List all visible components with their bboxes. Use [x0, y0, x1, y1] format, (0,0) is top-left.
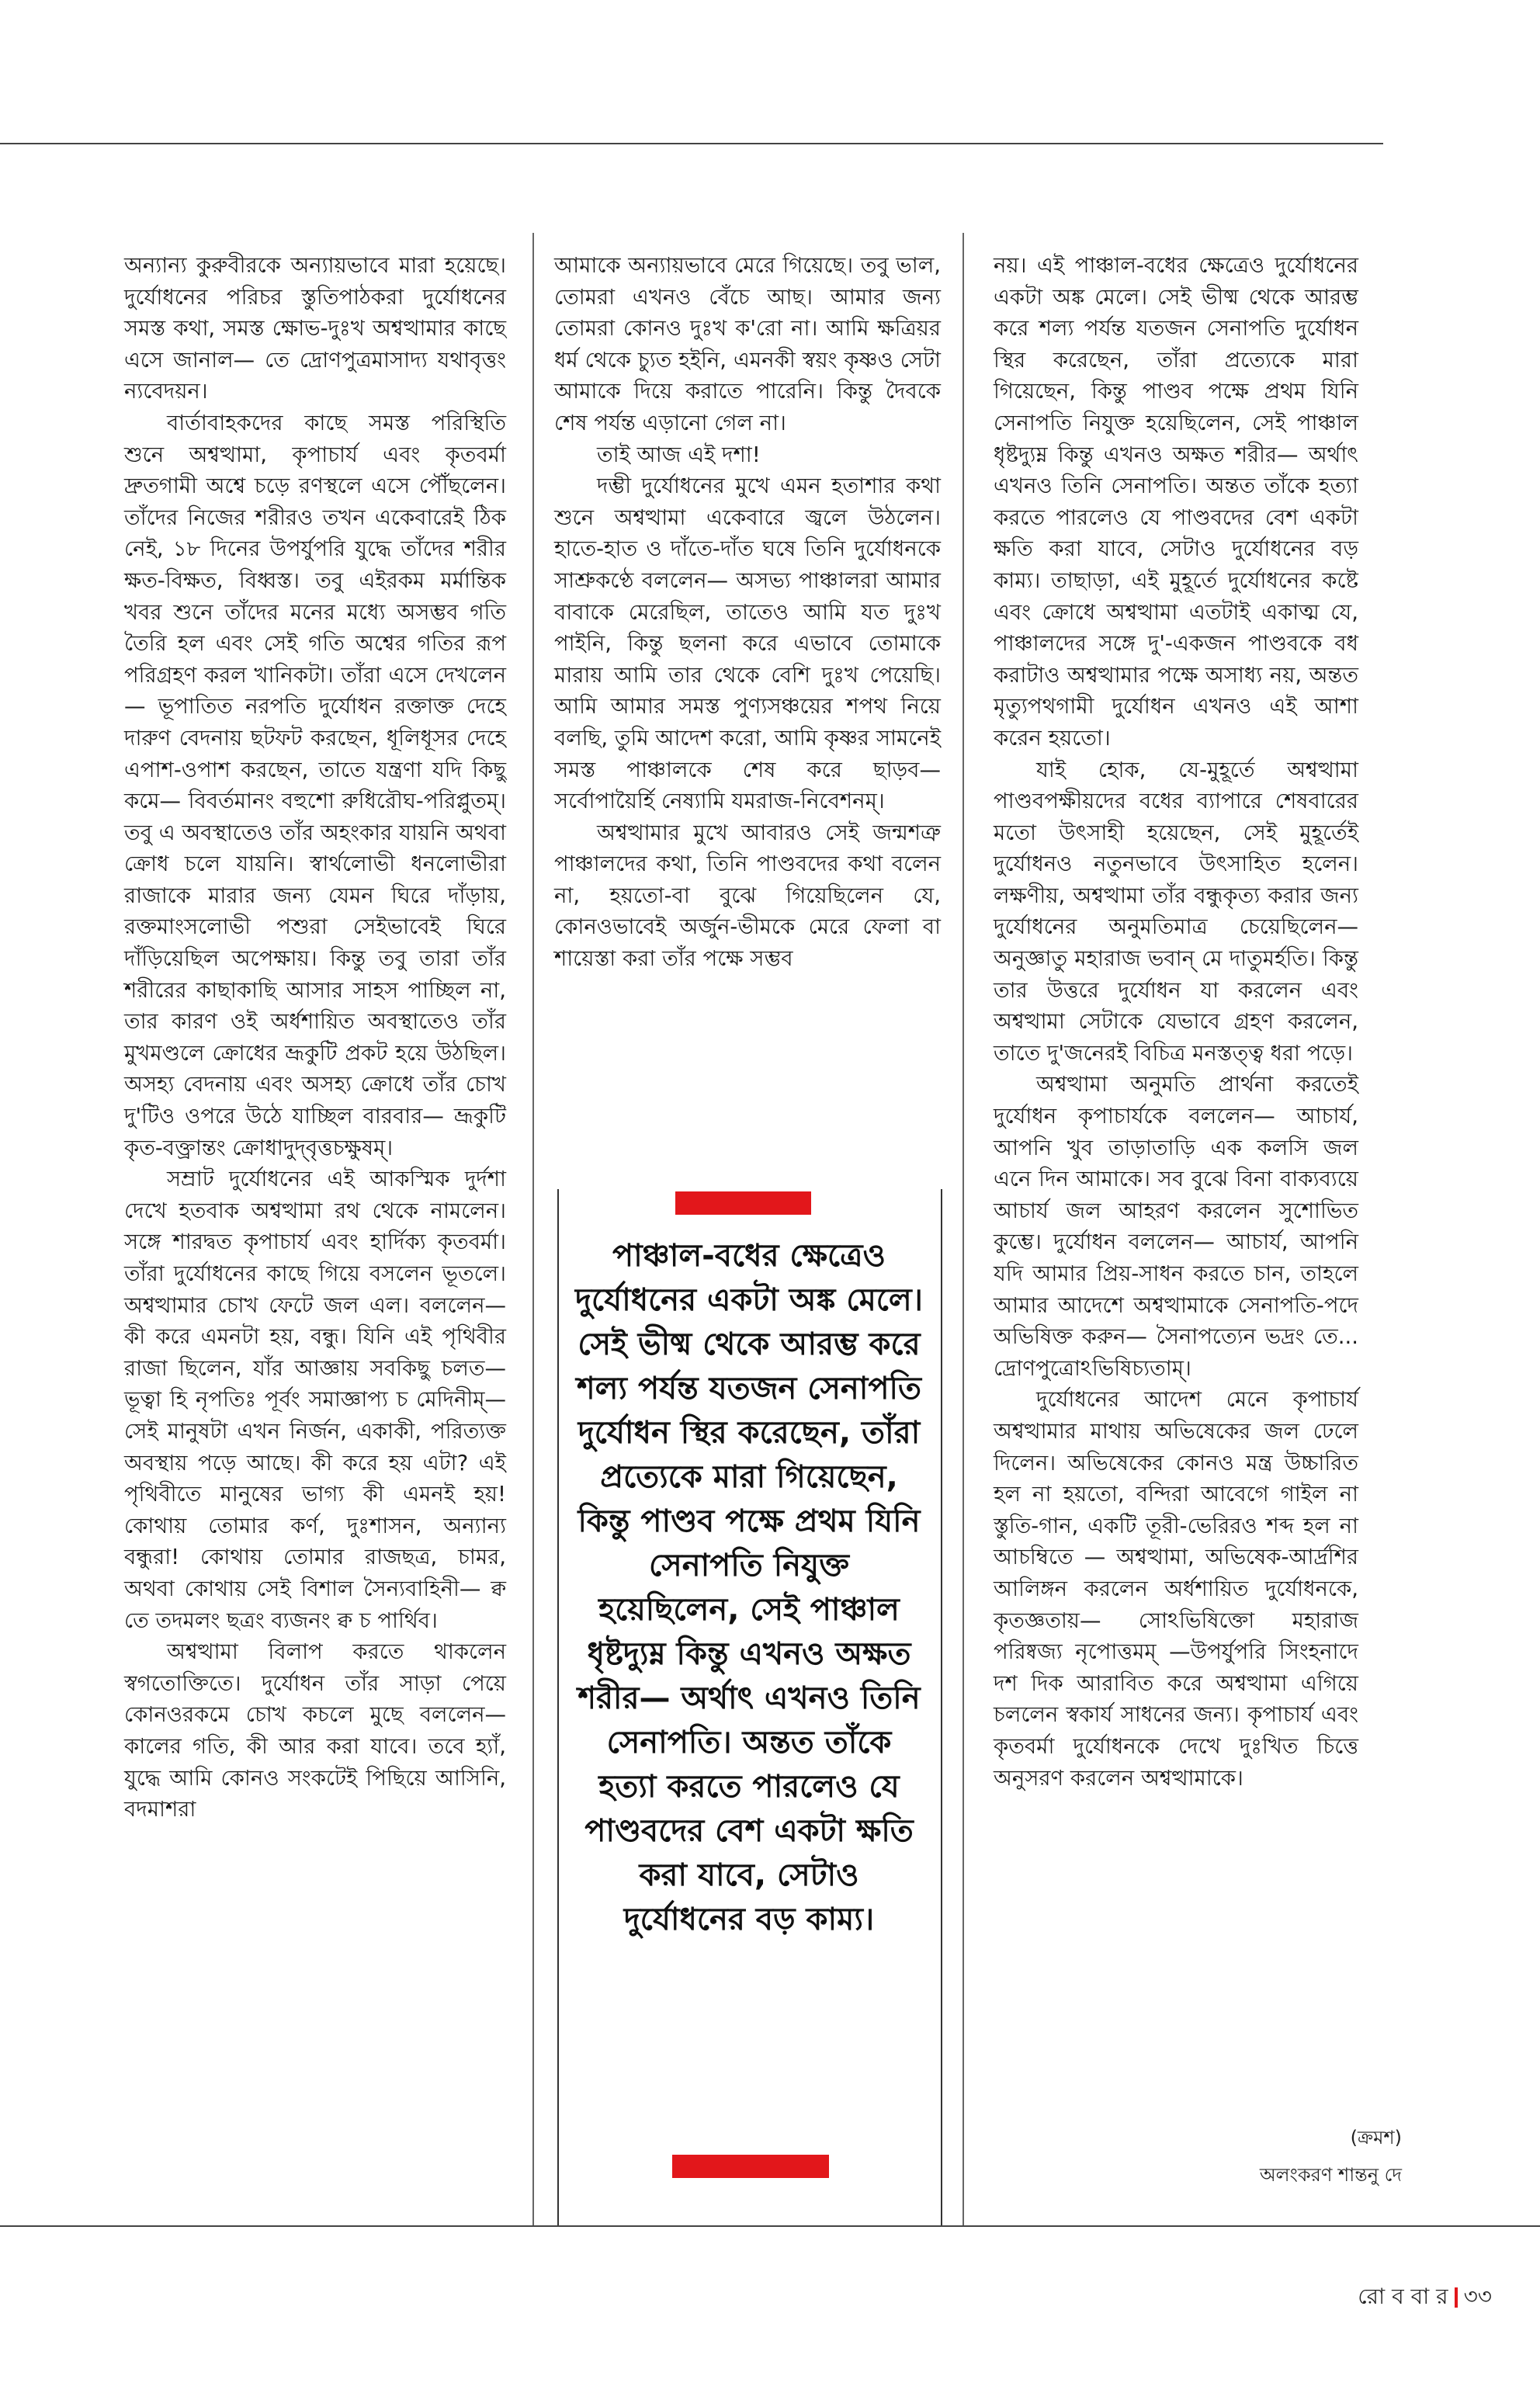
pull-quote: পাঞ্চাল-বধের ক্ষেত্রেও দুর্যোধনের একটা অঙ্ক মেলে। সেই ভীষ্ম থেকে আরম্ভ করে শল্য পর্যন্ত যতজন সেনাপতি দুর্যোধন স্থির করেছেন, তাঁরা প্রত্যেকে মারা গিয়েছেন, কিন্তু পাণ্ডব পক্ষে প্রথম যিনি সেনাপতি নিযুক্ত হয়েছিলেন, সেই পাঞ্চাল ধৃষ্টদ্যুম্ন কিন্তু এখনও অক্ষত শরীর— অর্থাৎ এখনও তিনি সেনাপতি। অন্তত তাঁকে হত্যা করতে পারলেও যে পাণ্ডবদের বেশ একটা ক্ষতি করা যাবে, সেটাও দুর্যোধনের বড় কাম্য। — [575, 1238, 923, 1937]
paragraph: বার্তাবাহকদের কাছে সমস্ত পরিস্থিতি শুনে অশ্বত্থামা, কৃপাচার্য এবং কৃতবর্মা দ্রুতগামী অশ্বে চড়ে রণস্থলে এসে পৌঁছলেন। তাঁদের নিজের শরীরও তখন একেবারেই ঠিক নেই, ১৮ দিনের উপর্যুপরি যুদ্ধে তাঁদের শরীর ক্ষত-বিক্ষত, বিধ্বস্ত। তবু এইরকম মর্মান্তিক খবর শুনে তাঁদের মনের মধ্যে অসম্ভব গতি তৈরি হল এবং সেই গতি অশ্বের গতির রূপ পরিগ্রহণ করল খানিকটা। তাঁরা এসে দেখলেন— ভূপাতিত নরপতি দুর্যোধন রক্তাক্ত দেহে দারুণ বেদনায় ছটফট করছেন, ধূলিধূসর দেহে এপাশ-ওপাশ করছেন, তাতে যন্ত্রণা যদি কিছু কমে— বিবর্তমানং বহুশো রুধিরৌঘ-পরিপ্লুতম্। তবু এ অবস্থাতেও তাঁর অহংকার যায়নি অথবা ক্রোধ চলে যায়নি। স্বার্থলোভী ধনলোভীরা রাজাকে মারার জন্য যেমন ঘিরে দাঁড়ায়, রক্তমাংসলোভী পশুরা সেইভাবেই ঘিরে দাঁড়িয়েছিল অপেক্ষায়। কিন্তু তবু তারা তাঁর শরীরের কাছাকাছি আসার সাহস পাচ্ছিল না, তার কারণ ওই অর্ধশায়িত অবস্থাতেও তাঁর মুখমণ্ডলে ক্রোধের ভ্রূকুটি প্রকট হয়ে উঠছিল। অসহ্য বেদনায় এবং অসহ্য ক্রোধে তাঁর চোখ দু'টিও ওপরে উঠে যাচ্ছিল বারবার— ভ্রূকুটি কৃত-বক্ত্রান্তং ক্রোধাদুদ্‌বৃত্তচক্ষুষম্। — [124, 410, 506, 1160]
column-divider — [532, 233, 534, 2225]
paragraph: দুর্যোধনের আদেশ মেনে কৃপাচার্য অশ্বত্থামার মাথায় অভিষেকের জল ঢেলে দিলেন। অভিষেকের কোনও মন্ত্র উচ্চারিত হল না হয়তো, বন্দিরা আবেগে গাইল না স্তুতি-গান, একটি তূরী-ভেরিরও শব্দ হল না আচম্বিতে — অশ্বত্থামা, অভিষেক-আর্দ্রশির আলিঙ্গন করলেন অর্ধশায়িত দুর্যোধনকে, কৃতজ্ঞতায়— সোঽভিষিক্তো মহারাজ পরিষ্বজ্য নৃপোত্তমম্ —উপর্যুপরি সিংহনাদে দশ দিক আরাবিত করে অশ্বত্থামা এগিয়ে চললেন স্বকার্য সাধনের জন্য। কৃপাচার্য এবং কৃতবর্মা দুর্যোধনকে দেখে দুঃখিত চিত্তে অনুসরণ করলেন অশ্বত্থামাকে। — [994, 1387, 1358, 1791]
paragraph: অশ্বত্থামার মুখে আবারও সেই জন্মশত্রু পাঞ্চালদের কথা, তিনি পাণ্ডবদের কথা বলেন না, হয়তো-বা বুঝে গিয়েছিলেন যে, কোনওভাবেই অর্জুন-ভীমকে মেরে ফেলা বা শায়েস্তা করা তাঁর পক্ষে সম্ভব — [554, 820, 941, 972]
series-continued-note: (ক্রমশ) — [1350, 2127, 1402, 2148]
paragraph: অশ্বত্থামা অনুমতি প্রার্থনা করতেই দুর্যোধন কৃপাচার্যকে বললেন— আচার্য, আপনি খুব তাড়াতাড়ি এক কলসি জল এনে দিন আমাকে। সব বুঝে বিনা বাক্যব্যয়ে আচার্য জল আহরণ করলেন সুশোভিত কুম্ভে। দুর্যোধন বললেন— আচার্য, আপনি যদি আমার প্রিয়-সাধন করতে চান, তাহলে আমার আদেশে অশ্বত্থামাকে সেনাপতি-পদে অভিষিক্ত করুন— সৈনাপত্যেন ভদ্রং তে... দ্রোণপুত্রোঽভিষিচ্যতাম্। — [994, 1072, 1358, 1381]
paragraph: দম্ভী দুর্যোধনের মুখে এমন হতাশার কথা শুনে অশ্বত্থামা একেবারে জ্বলে উঠলেন। হাতে-হাত ও দাঁতে-দাঁত ঘষে তিনি দুর্যোধনকে সাশ্রুকণ্ঠে বললেন— অসভ্য পাঞ্চালরা আমার বাবাকে মেরেছিল, তাতেও আমি যত দুঃখ পাইনি, কিন্তু ছলনা করে এভাবে তোমাকে মারায় আমি তার থেকে বেশি দুঃখ পেয়েছি। আমি আমার সমস্ত পুণ্যসঞ্চয়ের শপথ নিয়ে বলছি, তুমি আদেশ করো, আমি কৃষ্ণর সামনেই সমস্ত পাঞ্চালকে শেষ করে ছাড়ব— সর্বোপায়ৈর্হি নেষ্যামি যমরাজ-নিবেশনম্। — [554, 473, 941, 814]
pull-quote-accent-bar — [672, 2155, 829, 2178]
footer-rule — [0, 2225, 1540, 2227]
paragraph: নয়। এই পাঞ্চাল-বধের ক্ষেত্রেও দুর্যোধনের একটা অঙ্ক মেলে। সেই ভীষ্ম থেকে আরম্ভ করে শল্য পর্যন্ত যতজন সেনাপতি দুর্যোধন স্থির করেছেন, তাঁরা প্রত্যেকে মারা গিয়েছেন, কিন্তু পাণ্ডব পক্ষে প্রথম যিনি সেনাপতি নিযুক্ত হয়েছিলেন, সেই পাঞ্চাল ধৃষ্টদ্যুম্ন কিন্তু এখনও অক্ষত শরীর— অর্থাৎ এখনও তিনি সেনাপতি। অন্তত তাঁকে হত্যা করতে পারলেও যে পাণ্ডবদের বেশ একটা ক্ষতি করা যাবে, সেটাও দুর্যোধনের বড় কাম্য। তাছাড়া, এই মুহূর্তে দুর্যোধনের কষ্টে এবং ক্রোধে অশ্বত্থামা এতটাই একাত্ম যে, পাঞ্চালদের সঙ্গে দু'-একজন পাণ্ডবকে বধ করাটাও অশ্বত্থামার পক্ষে অসাধ্য নয়, অন্তত মৃত্যুপথগামী দুর্যোধন এখনও এই আশা করেন হয়তো। — [994, 253, 1358, 751]
article-column-2 — [554, 250, 941, 975]
paragraph: সম্রাট দুর্যোধনের এই আকস্মিক দুর্দশা দেখে হতবাক অশ্বত্থামা রথ থেকে নামলেন। সঙ্গে শারদ্বত কৃপাচার্য এবং হার্দিক্য কৃতবর্মা। তাঁরা দুর্যোধনের কাছে গিয়ে বসলেন ভূতলে। অশ্বত্থামার চোখ ফেটে জল এল। বললেন— কী করে এমনটা হয়, বন্ধু। যিনি এই পৃথিবীর রাজা ছিলেন, যাঁর আজ্ঞায় সবকিছু চলত— ভূত্বা হি নৃপতিঃ পূর্বং সমাজ্ঞাপ্য চ মেদিনীম্— সেই মানুষটা এখন নির্জন, একাকী, পরিত্যক্ত অবস্থায় পড়ে আছে। কী করে হয় এটা? এই পৃথিবীতে মানুষের ভাগ্য কী এমনই হয়! কোথায় তোমার কর্ণ, দুঃশাসন, অন্যান্য বন্ধুরা! কোথায় তোমার রাজছত্র, চামর, অথবা কোথায় সেই বিশাল সৈন্যবাহিনী— ক্ব তে তদমলং ছত্রং ব্যজনং ক্ব চ পার্থিব। — [124, 1167, 506, 1633]
magazine-name: রো ব বা র — [1358, 2284, 1448, 2309]
paragraph: তাই আজ এই দশা! — [597, 442, 761, 467]
pull-quote-accent-bar — [675, 1191, 811, 1215]
page-footer — [1358, 2280, 1492, 2316]
page-number: ৩৩ — [1463, 2284, 1492, 2309]
illustration-credit: অলংকরণ শান্তনু দে — [1259, 2164, 1402, 2186]
paragraph: অশ্বত্থামা বিলাপ করতে থাকলেন স্বগতোক্তিতে। দুর্যোধন তাঁর সাড়া পেয়ে কোনওরকমে চোখ কচলে মুছে বললেন— কালের গতি, কী আর করা যাবে। তবে হ্যাঁ, যুদ্ধে আমি কোনও সংকটেই পিছিয়ে আসিনি, বদমাশরা — [124, 1639, 506, 1822]
paragraph: যাই হোক, যে-মুহূর্তে অশ্বত্থামা পাণ্ডবপক্ষীয়দের বধের ব্যাপারে শেষবারের মতো উৎসাহী হয়েছেন, সেই মুহূর্তেই দুর্যোধনও নতুনভাবে উৎসাহিত হলেন। লক্ষণীয়, অশ্বত্থামা তাঁর বন্ধুকৃত্য করার জন্য দুর্যোধনের অনুমতিমাত্র চেয়েছিলেন— অনুজ্ঞাতু মহারাজ ভবান্ মে দাতুমর্হতি। কিন্তু তার উত্তরে দুর্যোধন যা করলেন এবং অশ্বত্থামা সেটাকে যেভাবে গ্রহণ করলেন, তাতে দু'জনেরই বিচিত্র মনস্তত্ত্ব ধরা পড়ে। — [994, 757, 1358, 1066]
column-divider — [962, 233, 964, 2225]
paragraph: আমাকে অন্যায়ভাবে মেরে গিয়েছে। তবু ভাল, তোমরা এখনও বেঁচে আছ। আমার জন্য তোমরা কোনও দুঃখ ক'রো না। আমি ক্ষত্রিয়র ধর্ম থেকে চ্যুত হইনি, এমনকী স্বয়ং কৃষ্ণও সেটা আমাকে দিয়ে করাতে পারেনি। কিন্তু দৈবকে শেষ পর্যন্ত এড়ানো গেল না। — [554, 253, 941, 435]
folio-divider — [1455, 2287, 1458, 2308]
article-column-1 — [124, 250, 506, 1826]
header-rule — [0, 143, 1383, 144]
paragraph: অন্যান্য কুরুবীরকে অন্যায়ভাবে মারা হয়েছে। দুর্যোধনের পরিচর স্তুতিপাঠকরা দুর্যোধনের সমস্ত কথা, সমস্ত ক্ষোভ-দুঃখ অশ্বত্থামার কাছে এসে জানাল— তে দ্রোণপুত্রমাসাদ্য যথাবৃত্তং ন্যবেদয়ন। — [124, 253, 506, 404]
article-column-3 — [994, 250, 1358, 1794]
